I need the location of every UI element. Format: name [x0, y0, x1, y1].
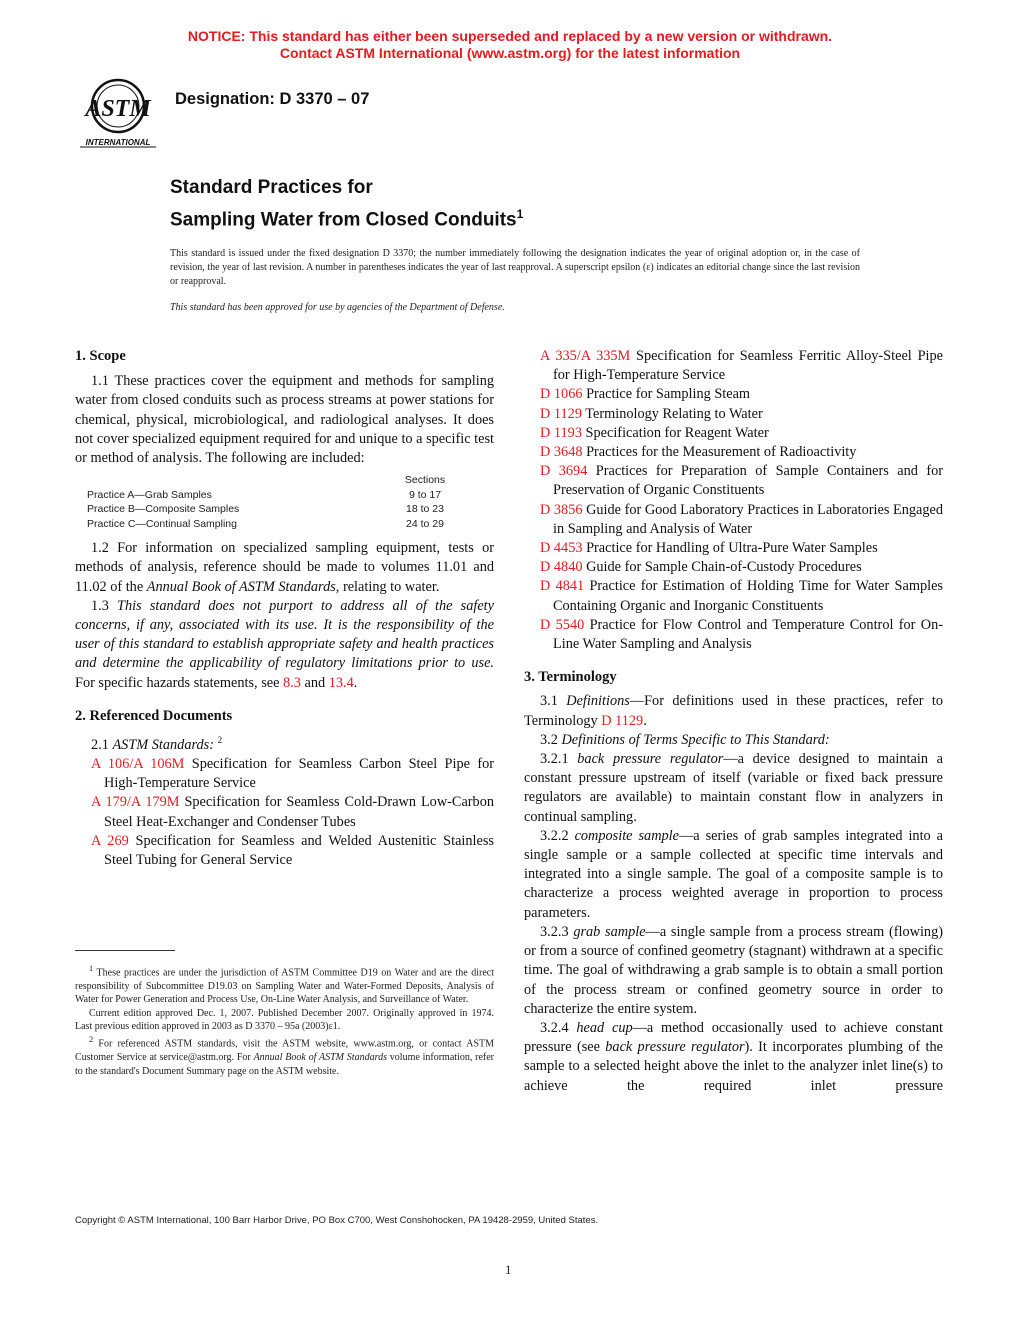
- reference-item: D 1066 Practice for Sampling Steam: [540, 386, 751, 403]
- reference-item: D 3648 Practices for the Measurement of Radioactivity: [540, 444, 857, 461]
- reference-link[interactable]: D 1066: [540, 386, 583, 403]
- paragraph-3-2: 3.2 Definitions of Terms Specific to This Standard:: [540, 731, 830, 748]
- table-header: Sections: [404, 474, 446, 487]
- reference-link[interactable]: D 4453: [540, 540, 583, 557]
- link-13-4[interactable]: 13.4: [328, 674, 354, 691]
- paragraph-3-1: 3.1 Definitions—For definitions used in these practices, refer to Terminology D 1129.: [524, 693, 943, 729]
- reference-link[interactable]: A 269: [91, 832, 129, 849]
- dod-note: This standard has been approved for use by agencies of the Department of Defense.: [170, 302, 505, 313]
- logo-label: INTERNATIONAL: [85, 138, 151, 147]
- paragraph-3-2-2: 3.2.2 composite sample—a series of grab samples integrated into a single sample or a sample collected at specific time intervals and integrated into a single sample. The goal of a composite sample is to characterize a process weighted average in proportion to process parameters.: [524, 827, 944, 921]
- reference-item: D 4840 Guide for Sample Chain-of-Custody Procedures: [540, 559, 862, 576]
- astm-logo: [76, 76, 160, 150]
- section-2-heading: 2. Referenced Documents: [75, 707, 233, 724]
- reference-item: A 106/A 106M Specification for Seamless Carbon Steel Pipe for High-Temperature Service: [91, 756, 494, 792]
- paragraph-1-2: 1.2 For information on specialized sampling equipment, tests or methods of analysis, reference should be made to volumes 11.01 and 11.02 of the Annual Book of ASTM Standards, relating to water.: [75, 540, 494, 595]
- paragraph-3-2-1: 3.2.1 back pressure regulator—a device designed to maintain a constant pressure upstream of itself (variable or fixed back pressure regulators are available) to maintain constant flow in analyzers in continual sampling.: [524, 751, 943, 825]
- paragraph-1-1: 1.1 These practices cover the equipment and methods for sampling water from closed conduits such as process streams at power stations for chemical, physical, microbiological, and radiological analyses. It does not cover specialized equipment required for and unique to a specific test or method of analysis. The following are included:: [75, 373, 494, 467]
- table-row: Practice B—Composite Samples: [87, 503, 240, 516]
- table-row: Practice C—Continual Sampling: [87, 517, 237, 530]
- paragraph-2-1: 2.1 ASTM Standards: $^2$: [91, 735, 223, 753]
- footnote-divider: [75, 950, 175, 951]
- footnote-2: $^2$ For referenced ASTM standards, visit the ASTM website, www.astm.org, or contact ASTM Customer Service at service@astm.org. For Annual Book of ASTM Standards volume information, refer to the standard's Document Summary page on the ASTM website.: [75, 1035, 494, 1077]
- reference-item: D 1129 Terminology Relating to Water: [540, 405, 763, 422]
- reference-link[interactable]: D 3856: [540, 501, 583, 518]
- reference-item: A 179/A 179M Specification for Seamless Cold-Drawn Low-Carbon Steel Heat-Exchanger and Condenser Tubes: [91, 794, 494, 830]
- reference-link[interactable]: A 179/A 179M: [91, 794, 180, 811]
- paragraph-3-2-3: 3.2.3 grab sample—a single sample from a process stream (flowing) or from a source of confined geometry (stagnant) withdrawn at a specific time. The goal of withdrawing a grab sample is to obtain a small portion of the process stream or confined geometry source in order to characterize the entire system.: [524, 923, 943, 1017]
- table-row: Practice A—Grab Samples: [87, 488, 212, 501]
- reference-item: D 3694 Practices for Preparation of Sample Containers and for Preservation of Organic Constituents: [540, 463, 943, 499]
- logo-letters: ASTM: [85, 96, 151, 122]
- link-8-3[interactable]: 8.3: [283, 674, 301, 691]
- right-column: [524, 347, 943, 1096]
- notice-line-1: NOTICE: This standard has either been superseded and replaced by a new version or withdrawn.: [187, 28, 833, 44]
- page-number: 1: [505, 1262, 512, 1277]
- reference-link[interactable]: D 4841: [540, 578, 585, 595]
- footnotes: [75, 962, 494, 1078]
- reference-item: A 335/A 335M Specification for Seamless Ferritic Alloy-Steel Pipe for High-Temperature Service: [540, 348, 943, 384]
- link-d-1129[interactable]: D 1129: [601, 712, 644, 729]
- page-title: [170, 175, 523, 233]
- reference-item: D 4841 Practice for Estimation of Holding Time for Water Samples Containing Organic and Inorganic Constituents: [540, 578, 943, 614]
- withdrawal-notice: [0, 28, 1020, 62]
- section-1-heading: 1. Scope: [75, 348, 126, 364]
- reference-item: A 269 Specification for Seamless and Welded Austenitic Stainless Steel Tubing for General Service: [91, 832, 494, 869]
- reference-link[interactable]: A 335/A 335M: [540, 348, 631, 364]
- table-cell: 18 to 23: [406, 503, 444, 516]
- designation: Designation: D 3370 – 07: [175, 90, 370, 108]
- section-3-heading: 3. Terminology: [524, 669, 617, 686]
- reference-item: D 1193 Specification for Reagent Water: [540, 424, 769, 441]
- left-column: [75, 347, 494, 870]
- astm-logo-icon: [76, 76, 160, 150]
- paragraph-3-2-4: 3.2.4 head cup—a method occasionally used to achieve constant pressure (see back pressure regulator). It incorporates plumbing of the sample to a selected height above the inlet to the analyzer inlet line(s) to achieve the required inlet pressure: [524, 1019, 943, 1094]
- paragraph-1-3: 1.3 This standard does not purport to address all of the safety concerns, if any, associated with its use. It is the responsibility of the user of this standard to establish appropriate safety and health practices and determine the applicability of regulatory limitations prior to use. For specific hazards statements, see 8.3 and 13.4.: [75, 597, 494, 691]
- practices-table: [75, 473, 494, 533]
- footnote-1: $^1$ These practices are under the jurisdiction of ASTM Committee D19 on Water and are the direct responsibility of Subcommittee D19.03 on Sampling Water and Water-Formed Deposits, Analysis of Water for Power Generation and Process Use, On-Line Water Analysis, and Surveillance of Water.: [75, 964, 494, 1006]
- reference-link[interactable]: D 4840: [540, 559, 583, 576]
- reference-item: D 4453 Practice for Handling of Ultra-Pure Water Samples: [540, 540, 878, 557]
- reference-link[interactable]: D 1193: [540, 424, 582, 441]
- reference-item: D 5540 Practice for Flow Control and Temperature Control for On-Line Water Sampling and Analysis: [540, 616, 943, 653]
- copyright: Copyright © ASTM International, 100 Barr Harbor Drive, PO Box C700, West Conshohocken, PA 19428-2959, United States.: [75, 1215, 599, 1226]
- reference-link[interactable]: D 5540: [540, 616, 585, 633]
- reference-link[interactable]: D 3694: [540, 463, 588, 480]
- title-line-1: Standard Practices for: [170, 177, 373, 198]
- reference-link[interactable]: D 3648: [540, 444, 583, 461]
- preamble: This standard is issued under the fixed designation D 3370; the number immediately following the designation indicates the year of original adoption or, in the case of revision, the year of last revision. A number in parentheses indicates the year of last reapproval. A superscript epsilon (ε) indicates an editorial change since the last revision or reapproval.: [170, 248, 860, 287]
- reference-link[interactable]: A 106/A 106M: [91, 756, 185, 773]
- reference-item: D 3856 Guide for Good Laboratory Practices in Laboratories Engaged in Sampling and Analysis of Water: [540, 501, 943, 537]
- reference-link[interactable]: D 1129: [540, 405, 582, 422]
- footnote-1-edition: Current edition approved Dec. 1, 2007. Published December 2007. Originally approved in 1974. Last previous edition approved in 2003 as D 3370 – 95a (2003)ε1.: [75, 1007, 494, 1032]
- title-line-2: Sampling Water from Closed Conduits$^1$: [170, 207, 524, 231]
- table-cell: 24 to 29: [406, 517, 444, 530]
- notice-line-2: Contact ASTM International (www.astm.org) for the latest information: [279, 45, 741, 61]
- table-cell: 9 to 17: [408, 488, 442, 501]
